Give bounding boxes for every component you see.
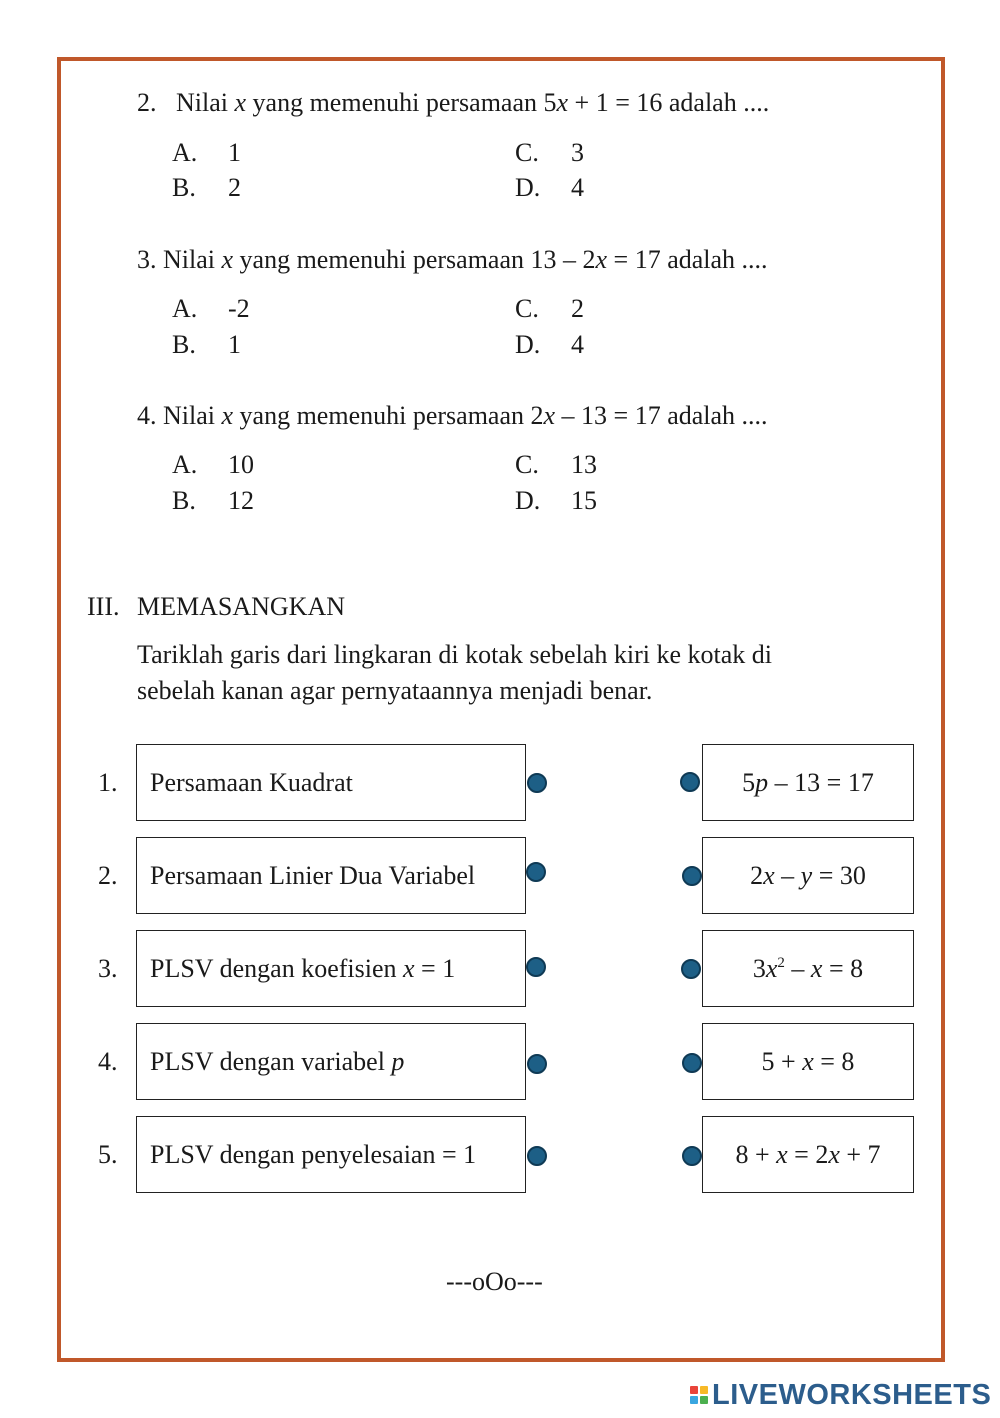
option-c-value: 2 xyxy=(571,294,584,323)
option-c-value: 3 xyxy=(571,138,584,167)
right-box-1: 5p – 13 = 17 xyxy=(702,744,914,821)
right-connector-dot-2[interactable] xyxy=(682,866,702,886)
option-d[interactable]: D. xyxy=(515,173,541,202)
option-b-value: 1 xyxy=(228,330,241,359)
end-mark: ---oOo--- xyxy=(446,1267,543,1296)
right-box-3: $3x^2 - x = 8$ xyxy=(702,930,914,1007)
option-a-value: 10 xyxy=(228,450,254,479)
option-b-value: 2 xyxy=(228,173,241,202)
right-connector-dot-3[interactable] xyxy=(681,959,701,979)
option-b-value: 12 xyxy=(228,486,254,515)
match-number: 1. xyxy=(98,768,118,797)
right-connector-dot-4[interactable] xyxy=(682,1053,702,1073)
option-c-value: 13 xyxy=(571,450,597,479)
left-connector-dot-1[interactable] xyxy=(527,773,547,793)
match-number: 4. xyxy=(98,1047,118,1076)
option-d-value: 4 xyxy=(571,330,584,359)
option-b[interactable]: B. xyxy=(172,173,196,202)
section-numeral: III. xyxy=(87,592,120,621)
right-connector-dot-5[interactable] xyxy=(682,1146,702,1166)
option-a[interactable]: A. xyxy=(172,294,198,323)
left-box-2: Persamaan Linier Dua Variabel xyxy=(136,837,526,914)
match-number: 5. xyxy=(98,1140,118,1169)
liveworksheets-logo[interactable] xyxy=(690,1380,991,1410)
left-box-3: PLSV dengan koefisien x = 1 xyxy=(136,930,526,1007)
option-c[interactable]: C. xyxy=(515,294,539,323)
option-d[interactable]: D. xyxy=(515,330,541,359)
question-2: 2. Nilai x yang memenuhi persamaan 5x + 1 = 16 adalah .... xyxy=(137,88,770,117)
left-connector-dot-3[interactable] xyxy=(526,957,546,977)
left-box-5: PLSV dengan penyelesaian = 1 xyxy=(136,1116,526,1193)
left-connector-dot-2[interactable] xyxy=(526,862,546,882)
match-number: 2. xyxy=(98,861,118,890)
instruction-line-2: sebelah kanan agar pernyataannya menjadi benar. xyxy=(137,676,653,705)
left-connector-dot-4[interactable] xyxy=(527,1054,547,1074)
option-b[interactable]: B. xyxy=(172,486,196,515)
left-connector-dot-5[interactable] xyxy=(527,1146,547,1166)
logo-icon xyxy=(690,1386,708,1404)
instruction-line-1: Tariklah garis dari lingkaran di kotak sebelah kiri ke kotak di xyxy=(137,640,772,669)
option-a[interactable]: A. xyxy=(172,138,198,167)
option-c[interactable]: C. xyxy=(515,450,539,479)
right-box-4: 5 + x = 8 xyxy=(702,1023,914,1100)
match-number: 3. xyxy=(98,954,118,983)
option-c[interactable]: C. xyxy=(515,138,539,167)
left-box-1: Persamaan Kuadrat xyxy=(136,744,526,821)
left-box-4: PLSV dengan variabel p xyxy=(136,1023,526,1100)
question-4: 4. Nilai x yang memenuhi persamaan 2x – 13 = 17 adalah .... xyxy=(137,401,768,430)
option-a-value: 1 xyxy=(228,138,241,167)
option-a[interactable]: A. xyxy=(172,450,198,479)
option-d-value: 15 xyxy=(571,486,597,515)
option-b[interactable]: B. xyxy=(172,330,196,359)
right-connector-dot-1[interactable] xyxy=(680,772,700,792)
right-box-5: 8 + x = 2x + 7 xyxy=(702,1116,914,1193)
section-title: MEMASANGKAN xyxy=(137,592,346,621)
question-3: 3. Nilai x yang memenuhi persamaan 13 – 2x = 17 adalah .... xyxy=(137,245,768,274)
logo-text: LIVEWORKSHEETS xyxy=(712,1378,992,1411)
right-box-2: 2x – y = 30 xyxy=(702,837,914,914)
option-d-value: 4 xyxy=(571,173,584,202)
option-d[interactable]: D. xyxy=(515,486,541,515)
option-a-value: -2 xyxy=(228,294,250,323)
